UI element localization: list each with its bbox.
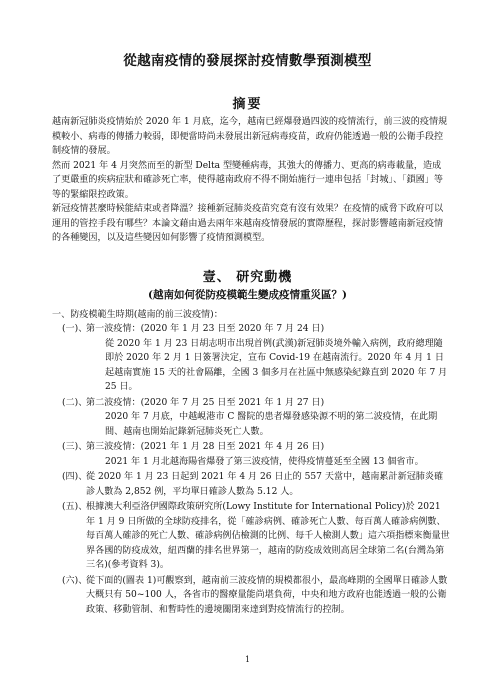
list-item-heading: 第二波疫情：(2020 年 7 月 25 日至 2021 年 1 月 27 日): [86, 397, 325, 408]
list-item-heading: 根據澳大利亞洛伊國際政策研究所(Lowy Institute for International Policy)於 2021 年 1 月 9 日所做的全球防疫排名，從「確診病例、確診死亡人數、每百萬人確診病例數、每百萬人確診的死亡人數、確診病例佔檢測的比例、每千人檢測人數」這六項指標來衡量世界各國的防疫成效，紐西蘭的排名世界第一，越南的防疫成效則高居全球第二名(台灣為第三名)(參考資料 3)。: [86, 502, 450, 570]
list-item-number: (一)、: [62, 324, 88, 334]
list-item-text: 2021 年 1 月北越海陽省爆發了第三波疫情，使得疫情蔓延至全國 13 個省市。: [105, 456, 424, 467]
list-item: [62, 440, 450, 469]
list-heading: 一、防疫模範生時期(越南的前三波疫情)：: [52, 310, 223, 320]
list-item: [62, 396, 450, 440]
list-item-number: (六)、: [62, 575, 88, 586]
list-item: [62, 500, 450, 573]
list-item-number: (二)、: [62, 397, 88, 408]
event-list: [62, 322, 450, 618]
list-item-number: (三)、: [62, 442, 88, 452]
abstract-paragraph: 新冠疫情甚麼時候能結束或者降溫？接種新冠肺炎疫苗究竟有沒有效果？在疫情的威脅下政府可以運用的管控手段有哪些？本論文藉由過去兩年來越南疫情發展的實際歷程，探討影響越南新冠疫情的各種變因，以及這些變因如何影響了疫情預測模型。: [52, 204, 444, 243]
page-number: 1: [244, 655, 251, 664]
abstract-paragraph: 然而 2021 年 4 月突然而至的新型 Delta 型變種病毒，其強大的傳播力、更高的病毒載量，造成了更嚴重的疾病症狀和確診死亡率，使得越南政府不得不開始施行一連串包括「封城」、「鎖國」等等的緊縮限控政策。: [52, 160, 444, 200]
list-item: [62, 322, 450, 395]
list-item-heading: 第三波疫情：(2021 年 1 月 28 日至 2021 年 4 月 26 日): [86, 442, 325, 452]
abstract-paragraph: 越南新冠肺炎疫情始於 2020 年 1 月底，迄今，越南已經爆發過四波的疫情流行，前三波的疫情規模較小、病毒的傳播力較弱，即便當時尚未發展出新冠病毒疫苗，政府仍能透過一般的公衛手段控制疫情的發展。: [52, 117, 448, 156]
list-item: [62, 470, 450, 499]
list-item-heading: 從下面的(圖表 1)可觀察到，越南前三波疫情的規模都很小，最高峰期的全國單日確診人數大概只有 50~100 人，各省市的醫療量能尚堪負荷，中央和地方政府也能透過一般的公衛政策、移動管制、和暫時性的邊境關閉來達到對疫情流行的控制。: [86, 575, 448, 615]
document-title: 從越南疫情的發展探討疫情數學預測模型: [123, 53, 372, 69]
section-subheading: (越南如何從防疫模範生變成疫情重災區？): [148, 289, 347, 301]
abstract-body: [52, 115, 448, 246]
abstract-heading: 摘要: [232, 97, 263, 112]
list-item-text: 從 2020 年 1 月 23 日胡志明市出現首例(武漢)新冠肺炎境外輸入病例，政府總理隨即於 2020 年 2 月 1 日簽署決定，宣布 Covid-19 在越南流行。2020 年 4 月 1 日起越南實施 15 天的社會隔離，全國 3 個多月在社區中無感染紀錄直到 2020 年 7 月 25 日。: [105, 338, 448, 392]
list-item-number: (五)、: [62, 502, 88, 512]
list-item-heading: 第一波疫情：(2020 年 1 月 23 日至 2020 年 7 月 24 日): [86, 324, 325, 334]
list-item: [62, 574, 450, 618]
list-item-number: (四)、: [62, 472, 88, 482]
section-heading: 壹、 研究動機: [202, 270, 293, 285]
list-item-heading: 從 2020 年 1 月 23 日起到 2021 年 4 月 26 日止的 557 天當中，越南累計新冠肺炎確診人數為 2,852 例，平均單日確診人數為 5.12 人。: [86, 472, 444, 497]
list-item-text: 2020 年 7 月底，中越峴港市 C 醫院的患者爆發感染源不明的第二波疫情，在此期間、越南也開始記錄新冠肺炎死亡人數。: [105, 412, 438, 437]
